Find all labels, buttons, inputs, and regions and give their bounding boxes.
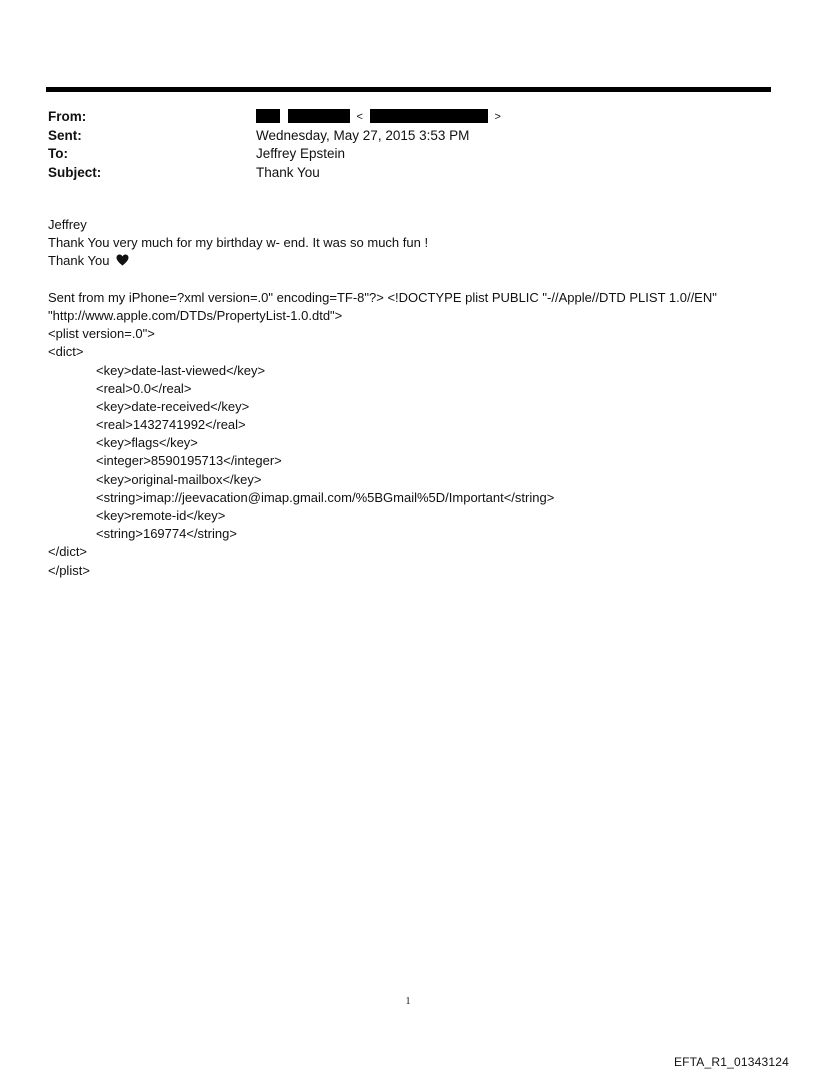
redaction-box xyxy=(370,109,488,123)
sent-label: Sent: xyxy=(48,127,82,143)
header-rule xyxy=(46,87,771,92)
dict-line: <integer>8590195713</integer> xyxy=(96,453,282,469)
plist-line: <dict> xyxy=(48,344,84,360)
redaction-box xyxy=(256,109,280,123)
from-value xyxy=(256,108,748,127)
email-header xyxy=(48,108,748,182)
to-row xyxy=(48,145,748,164)
heart-icon xyxy=(116,254,129,266)
dict-line: <real>1432741992</real> xyxy=(96,417,246,433)
dict-line: <key>remote-id</key> xyxy=(96,508,226,523)
subject-label: Subject: xyxy=(48,164,102,180)
closing-line: </dict> xyxy=(48,544,88,560)
from-row xyxy=(48,108,748,127)
closing-line: </plist> xyxy=(48,562,90,578)
dict-line: <string>169774</string> xyxy=(96,526,237,542)
bates-number: EFTA_R1_01343124 xyxy=(673,1055,789,1069)
plist-line: <plist version=.0"> xyxy=(48,326,155,342)
to-label: To: xyxy=(48,146,68,161)
spacer xyxy=(48,271,778,289)
to-value: Jeffrey Epstein xyxy=(256,146,346,161)
sent-row xyxy=(48,127,748,146)
dict-line: <string>imap://jeevacation@imap.gmail.com/%5BGmail%5D/Important</string> xyxy=(96,489,555,505)
signature-line: Sent from my iPhone=?xml version=.0" encoding=TF-8"?> <!DOCTYPE plist PUBLIC "-//Apple//DTD PLIST 1.0//EN" xyxy=(48,289,717,305)
from-label: From: xyxy=(48,109,87,124)
body-line: Thank You very much for my birthday w- end. It was so much fun ! xyxy=(48,235,429,251)
subject-row xyxy=(48,164,748,183)
body-line-thanks xyxy=(48,252,778,270)
sent-value: Wednesday, May 27, 2015 3:53 PM xyxy=(256,127,470,143)
subject-value: Thank You xyxy=(256,164,320,180)
signature-line: "http://www.apple.com/DTDs/PropertyList-1.0.dtd"> xyxy=(48,307,343,323)
dict-line: <key>original-mailbox</key> xyxy=(96,471,262,487)
redaction-box xyxy=(288,109,350,123)
page-number: 1 xyxy=(405,996,411,1007)
greeting: Jeffrey xyxy=(48,217,87,232)
dict-line: <key>date-received</key> xyxy=(96,398,250,414)
from-close-bracket: > xyxy=(494,111,501,123)
email-body xyxy=(48,216,778,580)
dict-line: <key>date-last-viewed</key> xyxy=(96,362,266,378)
thanks-text: Thank You xyxy=(48,253,110,269)
from-open-bracket: < xyxy=(356,111,363,123)
dict-line: <real>0.0</real> xyxy=(96,380,192,396)
dict-line: <key>flags</key> xyxy=(96,435,198,451)
